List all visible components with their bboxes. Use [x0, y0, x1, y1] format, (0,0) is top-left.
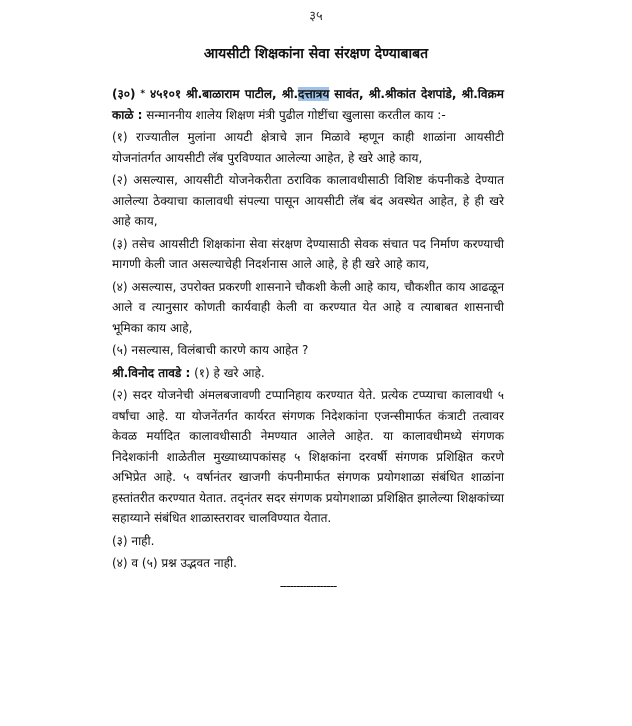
end-divider: -----------------	[279, 578, 337, 593]
page-number: ३५	[309, 9, 323, 24]
answer-item: (४) व (५) प्रश्न उद्भवत नाही.	[112, 556, 237, 570]
question-header	[112, 84, 504, 125]
document-body	[112, 84, 504, 596]
answer-header	[112, 363, 504, 384]
answer-first: (१) हे खरे आहे.	[194, 365, 265, 380]
starred-mark: *	[140, 89, 146, 99]
members-part2: सावंत, श्री.श्रीकांत देशपांडे, श्री.विक्रम काळे :	[112, 87, 504, 122]
question-intro: सन्माननीय शालेय शिक्षण मंत्री पुढील गोष्टींचा खुलासा करतील काय :-	[146, 107, 446, 122]
question-item: (१) राज्यातील मुलांना आयटी क्षेत्राचे ज्ञान मिळावे म्हणून काही शाळांना आयसीटी योजनांतर्गत आयसीटी लॅब पुरविण्यात आलेल्या आहेत, हे खरे आहे काय,	[112, 130, 504, 165]
question-number: (३०)	[112, 87, 136, 101]
question-id: ४५१०१	[149, 87, 182, 101]
minister-name: श्री.विनोद तावडे :	[112, 365, 191, 380]
answer-item: (३) नाही.	[112, 533, 155, 548]
highlighted-name[interactable]: दत्तात्रय	[298, 87, 330, 101]
question-item: (५) नसल्यास, विलंबाची कारणे काय आहेत ?	[112, 343, 309, 357]
members-part1: श्री.बाळाराम पाटील, श्री.	[186, 87, 299, 101]
question-item: (४) असल्यास, उपरोक्त प्रकरणी शासनाने चौकशी केली आहे काय, चौकशीत काय आढळून आले व त्यानुसार कोणती कार्यवाही केली वा करण्यात येत आहे व त्याबाबत शासनाची भूमिका काय आहे,	[112, 279, 504, 335]
answer-item: (२) सदर योजनेची अंमलबजावणी टप्पानिहाय करण्यात येते. प्रत्येक टप्प्याचा कालावधी ५ वर्षांचा आहे. या योजनेंतर्गत कार्यरत संगणक निदेशकांना एजन्सीमार्फत कंत्राटी तत्वावर केवळ मर्यादित कालावधीसाठी नेमण्यात आलेले आहेत. या कालावधीमध्ये संगणक निदेशकांनी शाळेतील मुख्याध्यापकांसह ५ शिक्षकांना दरवर्षी संगणक प्रशिक्षित करणे अभिप्रेत आहे. ५ वर्षानंतर खाजगी कंपनीमार्फत संगणक प्रयोगशाळा संबंधित शाळांना हस्तांतरीत करण्यात येतात. तद्नंतर सदर संगणक प्रयोगशाळा प्रशिक्षित झालेल्या शिक्षकांच्या सहाय्याने संबंधित शाळास्तरावर चालविण्यात येतात.	[112, 388, 504, 525]
question-item: (२) असल्यास, आयसीटी योजनेकरीता ठराविक कालावधीसाठी विशिष्ट कंपनीकडे देण्यात आलेल्या ठेक्याचा कालावधी संपल्या पासून आयसीटी लॅब बंद अवस्थेत आहेत, हे ही खरे आहे काय,	[112, 173, 504, 228]
document-title: आयसीटी शिक्षकांना सेवा संरक्षण देण्याबाबत	[203, 46, 429, 62]
question-item: (३) तसेच आयसीटी शिक्षकांना सेवा संरक्षण देण्यासाठी सेवक संचात पद निर्माण करण्याची मागणी केली जात असल्याचेही निदर्शनास आले आहे, हे ही खरे आहे काय,	[112, 236, 504, 271]
